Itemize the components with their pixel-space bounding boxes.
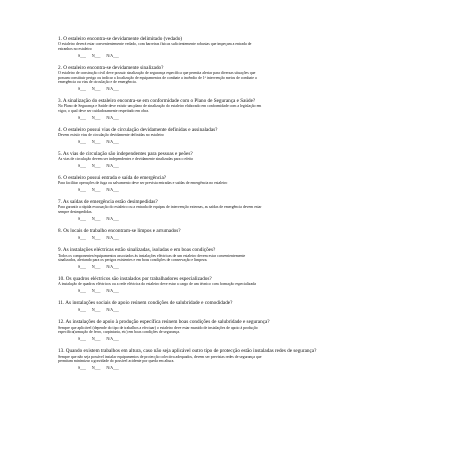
question-9	[58, 247, 400, 276]
question-desc-line: Para facilitar operações de fuga ou salvamento deve ser prevista entradas e saídas de emergência no estaleiro	[58, 181, 228, 186]
answer-options[interactable]: S___ N___ N/A___	[78, 86, 119, 91]
question-title: 8. Os locais de trabalho encontram-se limpos e arrumados?	[58, 227, 181, 234]
answer-options[interactable]: S___ N___ N/A___	[78, 163, 119, 168]
question-8	[58, 228, 400, 248]
question-title: 5. As vias de circulação são independentes para pessoas e peões?	[58, 150, 193, 157]
answer-options[interactable]: S___ N___ N/A___	[78, 216, 119, 221]
question-title: 4. O estaleiro possui vias de circulação devidamente definidas e assinaladas?	[58, 126, 218, 133]
question-desc-line: estranhos no estaleiro	[58, 47, 92, 51]
question-1	[58, 36, 400, 65]
answer-options[interactable]: S___ N___ N/A___	[78, 365, 119, 370]
question-10	[58, 276, 400, 300]
question-5	[58, 151, 400, 175]
answer-options[interactable]: S___ N___ N/A___	[78, 187, 119, 192]
question-desc-line: sempre desimpedidas.	[58, 209, 93, 214]
question-title: 10. Os quadros eléctricos são instalados por trabalhadores especializados?	[58, 275, 212, 282]
question-desc-line: Sempre que aplicável (depende do tipo de trabalhos a efectuar) o estaleiro deve estar munido de instalações de apoio à produção	[58, 325, 258, 330]
question-desc-line: O estaleiro deverá estar convenientemente vedado, com barreiras físicas suficientemente robustas que impeçam a entrada de	[58, 42, 252, 47]
question-desc-line: No Plano de Segurança e Saúde deve existir um plano de sinalização do estaleiro elaborado em conformidade com a legislação em	[58, 104, 262, 109]
question-desc-line: A instalação de quadros eléctricos ou a rede eléctrica do estaleiro deve estar a cargo de um técnico com formação especializada	[58, 282, 257, 287]
question-title: 1. O estaleiro encontra-se devidamente delimitado (vedado)	[58, 36, 183, 42]
answer-options[interactable]: S___ N___ N/A___	[78, 264, 119, 269]
answer-options[interactable]: S___ N___ N/A___	[78, 236, 119, 241]
question-title: 3. A sinalização do estaleiro encontra-se em conformidade com o Plano de Segurança e Saúde?	[58, 97, 256, 104]
question-desc-line: Para garantir a rápida evacuação do estaleiro ou a entrada de equipas de intervenção externas, as saídas de emergência devem estar	[58, 205, 262, 210]
question-11	[58, 300, 400, 320]
answer-options[interactable]: S___ N___ N/A___	[78, 139, 119, 144]
checklist-document	[58, 36, 400, 370]
question-desc-line: Devem existir vias de circulação devidamente definidas no estaleiro	[58, 133, 164, 138]
question-desc-line: Sempre que não seja possível instalar equipamentos de protecção colectiva adequados, devem ser previstas redes de segurança que	[58, 354, 262, 359]
question-12	[58, 319, 400, 348]
question-desc-line: sinalizados, alertando para os perigos existentes e em boas condições de conservação e limpeza.	[58, 258, 208, 263]
question-desc-line: Todos os componentes/equipamentos associados às instalações eléctricas de um estaleiro devem estar convenientemente	[58, 253, 246, 258]
question-desc-line: específica(armação de ferro, carpintaria, etc) em boas condições de segurança.	[58, 330, 181, 335]
question-title: 12. As instalações de apoio à produção específica reúnem boas condições de salubridade e segurança?	[58, 319, 270, 326]
answer-options[interactable]: S___ N___ N/A___	[78, 115, 119, 120]
question-desc-line: emergência ou vias de circulação e de emergência.	[58, 80, 137, 85]
question-7	[58, 199, 400, 228]
question-desc-line: vigor, o qual deve ser cuidadosamente respeitado em obra.	[58, 108, 150, 113]
question-title: 9. As instalações eléctricas estão sinalizadas, isoladas e em boas condições?	[58, 247, 216, 254]
question-3	[58, 98, 400, 127]
question-desc-line: As vias de circulação devem ser independentes e devidamente sinalizadas para o efeito	[58, 157, 194, 162]
question-title: 2. O estaleiro encontra-se devidamente sinalizado?	[58, 64, 164, 71]
question-title: 13. Quando existem trabalhos em altura, caso não seja aplicável outro tipo de protecção estão instaladas redes de segurança?	[58, 348, 317, 355]
question-desc-line: permitam minimizar a gravidade do possível acidente por queda em altura.	[58, 359, 175, 364]
question-title: 7. As saídas de emergência estão desimpedidas?	[58, 198, 158, 205]
answer-options[interactable]: S___ N___ N/A___	[78, 288, 119, 293]
question-title: 11. As instalações sociais de apoio reúnem condições de salubridade e comodidade?	[58, 299, 233, 306]
question-13	[58, 348, 400, 370]
question-4	[58, 127, 400, 151]
question-title: 6. O estaleiro possui entrada e saída de emergência?	[58, 174, 167, 181]
question-desc-line: possam constituir perigo ou indicar a localização de equipamentos de combate a incêndio de 1ª intervenção meios de combate a	[58, 75, 257, 80]
answer-options[interactable]: S___ N___ N/A___	[78, 53, 119, 58]
answer-options[interactable]: S___ N___ N/A___	[78, 308, 119, 313]
answer-options[interactable]: S___ N___ N/A___	[78, 337, 119, 341]
question-desc-line: O estaleiro de construção civil deve possuir sinalização de segurança específica que permita alertar para diversas situações que	[58, 71, 256, 76]
question-2	[58, 65, 400, 98]
question-6	[58, 175, 400, 199]
